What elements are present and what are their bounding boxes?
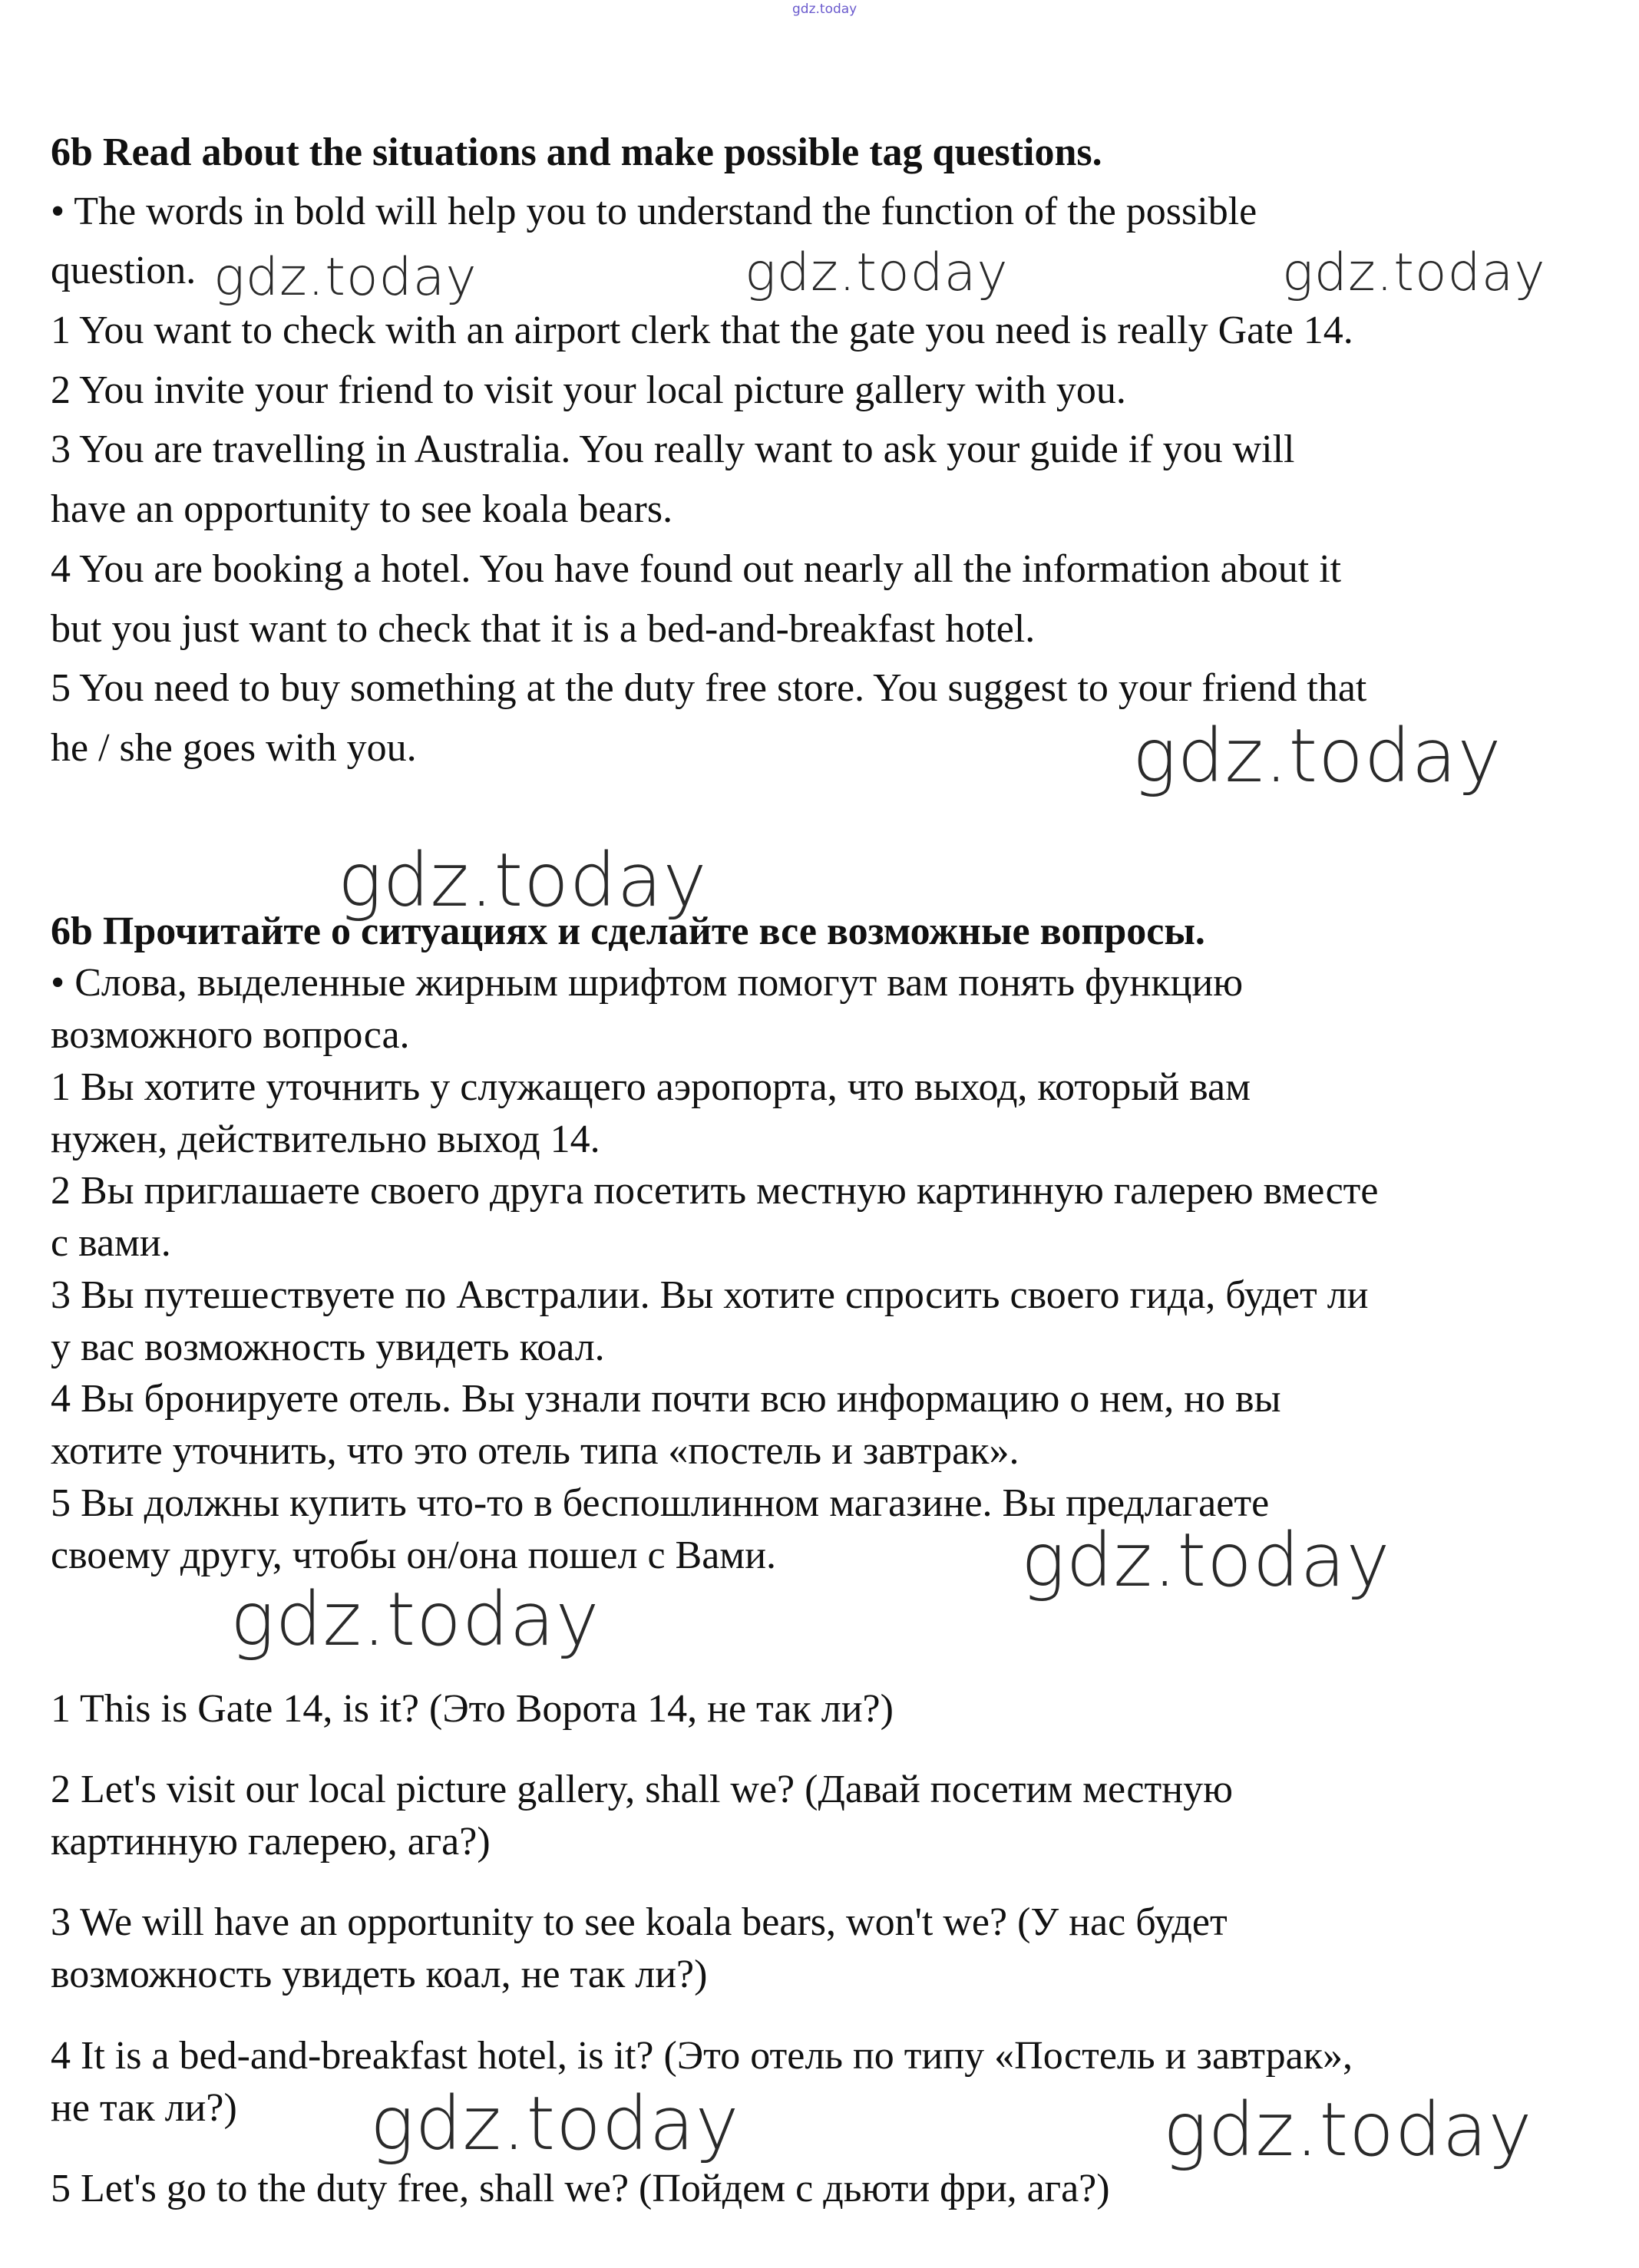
answer-4-line1: 4 It is a bed-and-breakfast hotel, is it? (Это отель по типу «Постель и завтрак», [51, 2034, 1353, 2078]
russian-heading: 6b Прочитайте о ситуациях и сделайте все возможные вопросы. [51, 910, 1205, 953]
watermark: gdz.today [1021, 1517, 1391, 1603]
russian-item-5-line2: своему другу, чтобы он/она пошел с Вами. [51, 1533, 777, 1577]
english-item-5-line1: 5 You need to buy something at the duty free store. You suggest to your friend that [51, 666, 1367, 710]
russian-item-3-line2: у вас возможность увидеть коал. [51, 1325, 605, 1369]
watermark: gdz.today [370, 2081, 740, 2167]
russian-instruction-line1: • Слова, выделенные жирным шрифтом помогут вам понять функцию [51, 961, 1244, 1005]
answer-3-line1: 3 We will have an opportunity to see koala bears, won't we? (У нас будет [51, 1900, 1228, 1944]
russian-instruction-line2: возможного вопроса. [51, 1013, 410, 1057]
english-heading: 6b Read about the situations and make possible tag questions. [51, 130, 1102, 174]
watermark: gdz.today [1132, 713, 1502, 799]
english-instruction-line2: question. [51, 249, 197, 292]
russian-item-1-line2: нужен, действительно выход 14. [51, 1117, 600, 1161]
russian-item-2-line1: 2 Вы приглашаете своего друга посетить местную картинную галерею вместе [51, 1169, 1379, 1213]
watermark: gdz.today [745, 243, 1009, 303]
russian-item-2-line2: с вами. [51, 1221, 171, 1265]
english-item-4-line2: but you just want to check that it is a bed-and-breakfast hotel. [51, 607, 1036, 651]
watermark: gdz.today [213, 247, 477, 308]
english-item-1: 1 You want to check with an airport clerk that the gate you need is really Gate 14. [51, 309, 1353, 352]
answer-5: 5 Let's go to the duty free, shall we? (Пойдем с дьюти фри, ага?) [51, 2167, 1110, 2210]
top-watermark: gdz.today [792, 2, 858, 17]
english-item-3-line2: have an opportunity to see koala bears. [51, 487, 673, 531]
russian-item-5-line1: 5 Вы должны купить что-то в беспошлинном магазине. Вы предлагаете [51, 1481, 1270, 1525]
english-instruction-line1: • The words in bold will help you to understand the function of the possible [51, 190, 1257, 233]
russian-item-4-line1: 4 Вы бронируете отель. Вы узнали почти всю информацию о нем, но вы [51, 1377, 1281, 1421]
answer-4-line2: не так ли?) [51, 2086, 237, 2130]
answer-2-line1: 2 Let's visit our local picture gallery, shall we? (Давай посетим местную [51, 1768, 1233, 1811]
russian-item-1-line1: 1 Вы хотите уточнить у служащего аэропорта, что выход, который вам [51, 1065, 1251, 1109]
russian-item-4-line2: хотите уточнить, что это отель типа «постель и завтрак». [51, 1429, 1019, 1473]
watermark: gdz.today [1282, 243, 1546, 303]
answer-2-line2: картинную галерею, ага?) [51, 1820, 491, 1864]
answer-3-line2: возможность увидеть коал, не так ли?) [51, 1953, 708, 1996]
russian-item-3-line1: 3 Вы путешествуете по Австралии. Вы хотите спросить своего гида, будет ли [51, 1273, 1369, 1317]
watermark: gdz.today [1163, 2087, 1533, 2173]
answer-1: 1 This is Gate 14, is it? (Это Ворота 14, не так ли?) [51, 1687, 894, 1731]
watermark: gdz.today [338, 837, 708, 923]
watermark: gdz.today [230, 1576, 600, 1662]
english-item-5-line2: he / she goes with you. [51, 726, 417, 770]
english-item-3-line1: 3 You are travelling in Australia. You really want to ask your guide if you will [51, 428, 1295, 471]
english-item-4-line1: 4 You are booking a hotel. You have found out nearly all the information about it [51, 547, 1342, 591]
english-item-2: 2 You invite your friend to visit your local picture gallery with you. [51, 368, 1126, 412]
